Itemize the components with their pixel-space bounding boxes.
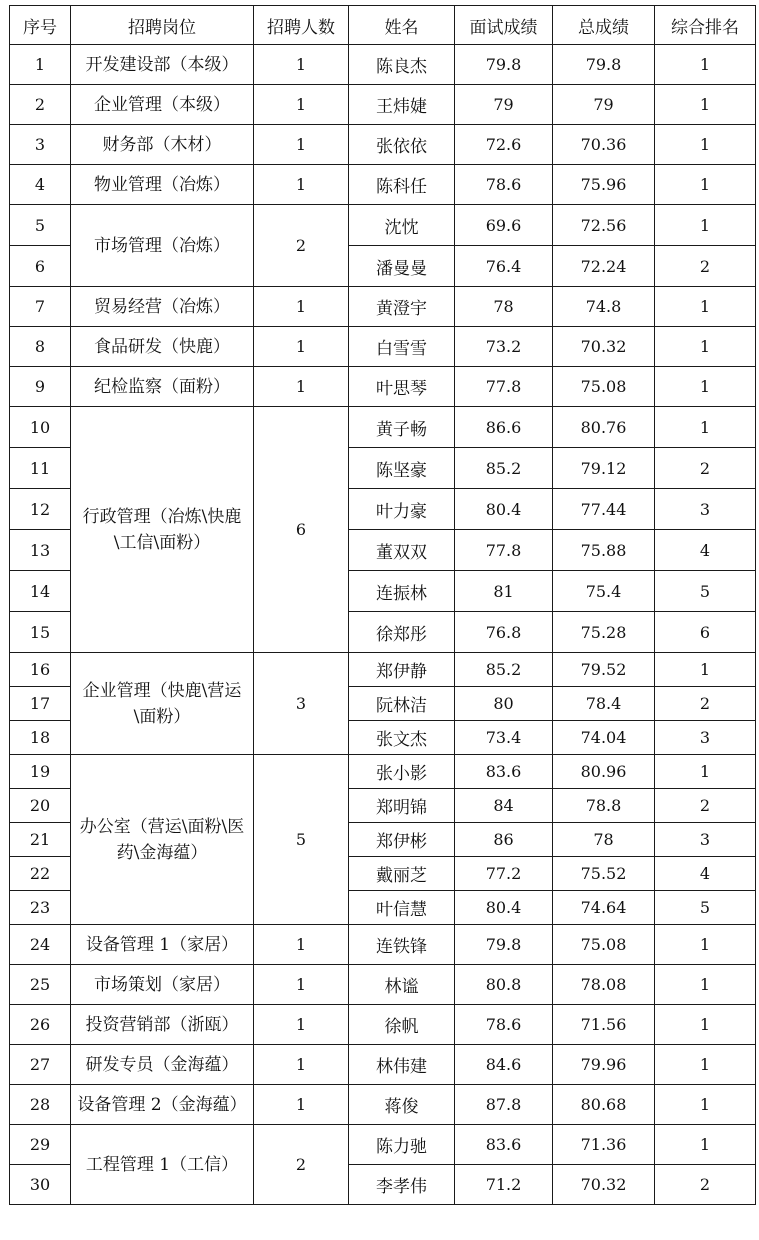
row-total: 80.76 xyxy=(553,407,655,448)
row-total: 78.08 xyxy=(553,965,655,1005)
row-no: 20 xyxy=(10,789,71,823)
row-name: 郑明锦 xyxy=(349,789,455,823)
row-interview: 86 xyxy=(455,823,553,857)
row-total: 78.4 xyxy=(553,687,655,721)
row-no: 5 xyxy=(10,205,71,246)
row-total: 72.56 xyxy=(553,205,655,246)
row-name: 叶思琴 xyxy=(349,367,455,407)
row-total: 79.8 xyxy=(553,45,655,85)
row-name: 林谧 xyxy=(349,965,455,1005)
row-total: 75.52 xyxy=(553,857,655,891)
row-rank: 4 xyxy=(655,857,756,891)
row-count: 1 xyxy=(254,287,349,327)
row-interview: 78.6 xyxy=(455,165,553,205)
row-interview: 76.4 xyxy=(455,246,553,287)
row-position: 市场策划（家居） xyxy=(71,965,254,1005)
row-no: 1 xyxy=(10,45,71,85)
row-count: 5 xyxy=(254,755,349,925)
row-rank: 1 xyxy=(655,1045,756,1085)
row-name: 连振林 xyxy=(349,571,455,612)
row-no: 6 xyxy=(10,246,71,287)
row-position: 企业管理（本级） xyxy=(71,85,254,125)
table-row xyxy=(10,45,756,85)
row-total: 78.8 xyxy=(553,789,655,823)
row-interview: 76.8 xyxy=(455,612,553,653)
row-interview: 77.8 xyxy=(455,530,553,571)
table-row xyxy=(10,755,756,789)
row-interview: 87.8 xyxy=(455,1085,553,1125)
row-rank: 1 xyxy=(655,165,756,205)
row-no: 4 xyxy=(10,165,71,205)
row-no: 18 xyxy=(10,721,71,755)
row-total: 77.44 xyxy=(553,489,655,530)
row-position: 办公室（营运\面粉\医药\金海蕴） xyxy=(71,755,254,925)
row-rank: 6 xyxy=(655,612,756,653)
row-interview: 79.8 xyxy=(455,45,553,85)
row-name: 张小影 xyxy=(349,755,455,789)
row-no: 12 xyxy=(10,489,71,530)
row-total: 70.32 xyxy=(553,327,655,367)
header-count: 招聘人数 xyxy=(254,6,349,45)
row-name: 陈良杰 xyxy=(349,45,455,85)
row-name: 沈忱 xyxy=(349,205,455,246)
row-interview: 81 xyxy=(455,571,553,612)
row-count: 1 xyxy=(254,367,349,407)
row-rank: 1 xyxy=(655,965,756,1005)
row-count: 1 xyxy=(254,925,349,965)
row-name: 叶力豪 xyxy=(349,489,455,530)
table-row xyxy=(10,205,756,246)
table-row xyxy=(10,1005,756,1045)
row-total: 80.68 xyxy=(553,1085,655,1125)
row-count: 1 xyxy=(254,45,349,85)
row-rank: 2 xyxy=(655,1165,756,1205)
row-total: 74.8 xyxy=(553,287,655,327)
results-table xyxy=(9,5,756,1205)
row-name: 郑伊静 xyxy=(349,653,455,687)
row-no: 25 xyxy=(10,965,71,1005)
row-interview: 73.2 xyxy=(455,327,553,367)
row-count: 1 xyxy=(254,125,349,165)
row-rank: 1 xyxy=(655,755,756,789)
row-count: 1 xyxy=(254,965,349,1005)
row-name: 张文杰 xyxy=(349,721,455,755)
row-no: 19 xyxy=(10,755,71,789)
row-position: 工程管理 1（工信） xyxy=(71,1125,254,1205)
row-rank: 1 xyxy=(655,205,756,246)
row-position: 研发专员（金海蕴） xyxy=(71,1045,254,1085)
row-interview: 85.2 xyxy=(455,448,553,489)
table-row xyxy=(10,367,756,407)
row-position: 投资营销部（浙瓯） xyxy=(71,1005,254,1045)
header-no: 序号 xyxy=(10,6,71,45)
row-count: 3 xyxy=(254,653,349,755)
row-name: 连铁锋 xyxy=(349,925,455,965)
row-no: 24 xyxy=(10,925,71,965)
header-row xyxy=(10,6,756,45)
row-no: 17 xyxy=(10,687,71,721)
row-rank: 1 xyxy=(655,1125,756,1165)
row-no: 9 xyxy=(10,367,71,407)
row-rank: 5 xyxy=(655,891,756,925)
header-interview: 面试成绩 xyxy=(455,6,553,45)
row-total: 79.12 xyxy=(553,448,655,489)
row-name: 阮林洁 xyxy=(349,687,455,721)
row-interview: 72.6 xyxy=(455,125,553,165)
row-no: 11 xyxy=(10,448,71,489)
row-no: 26 xyxy=(10,1005,71,1045)
row-total: 79 xyxy=(553,85,655,125)
row-total: 79.96 xyxy=(553,1045,655,1085)
row-no: 13 xyxy=(10,530,71,571)
row-interview: 80 xyxy=(455,687,553,721)
row-total: 75.88 xyxy=(553,530,655,571)
row-interview: 80.4 xyxy=(455,891,553,925)
table-row xyxy=(10,1125,756,1165)
row-rank: 1 xyxy=(655,1005,756,1045)
row-position: 物业管理（冶炼） xyxy=(71,165,254,205)
row-no: 22 xyxy=(10,857,71,891)
row-position: 纪检监察（面粉） xyxy=(71,367,254,407)
row-count: 1 xyxy=(254,85,349,125)
row-rank: 1 xyxy=(655,925,756,965)
row-interview: 84.6 xyxy=(455,1045,553,1085)
row-interview: 78.6 xyxy=(455,1005,553,1045)
row-rank: 3 xyxy=(655,489,756,530)
row-total: 71.36 xyxy=(553,1125,655,1165)
row-name: 黄子畅 xyxy=(349,407,455,448)
row-name: 蒋俊 xyxy=(349,1085,455,1125)
row-no: 15 xyxy=(10,612,71,653)
row-count: 1 xyxy=(254,1045,349,1085)
row-count: 6 xyxy=(254,407,349,653)
row-interview: 85.2 xyxy=(455,653,553,687)
row-interview: 80.8 xyxy=(455,965,553,1005)
row-name: 潘曼曼 xyxy=(349,246,455,287)
row-name: 陈力驰 xyxy=(349,1125,455,1165)
row-no: 3 xyxy=(10,125,71,165)
row-name: 董双双 xyxy=(349,530,455,571)
table-row xyxy=(10,1045,756,1085)
row-position: 企业管理（快鹿\营运\面粉） xyxy=(71,653,254,755)
header-name: 姓名 xyxy=(349,6,455,45)
row-no: 21 xyxy=(10,823,71,857)
row-total: 75.28 xyxy=(553,612,655,653)
row-name: 徐郑彤 xyxy=(349,612,455,653)
row-name: 林伟建 xyxy=(349,1045,455,1085)
row-total: 70.32 xyxy=(553,1165,655,1205)
row-rank: 5 xyxy=(655,571,756,612)
row-position: 设备管理 2（金海蕴） xyxy=(71,1085,254,1125)
row-rank: 1 xyxy=(655,125,756,165)
row-rank: 1 xyxy=(655,1085,756,1125)
row-rank: 1 xyxy=(655,85,756,125)
table-row xyxy=(10,165,756,205)
row-rank: 4 xyxy=(655,530,756,571)
row-interview: 69.6 xyxy=(455,205,553,246)
row-no: 27 xyxy=(10,1045,71,1085)
row-interview: 79 xyxy=(455,85,553,125)
row-total: 78 xyxy=(553,823,655,857)
row-interview: 83.6 xyxy=(455,755,553,789)
row-interview: 79.8 xyxy=(455,925,553,965)
header-total: 总成绩 xyxy=(553,6,655,45)
row-interview: 73.4 xyxy=(455,721,553,755)
row-count: 2 xyxy=(254,1125,349,1205)
header-position: 招聘岗位 xyxy=(71,6,254,45)
row-no: 7 xyxy=(10,287,71,327)
table-row xyxy=(10,85,756,125)
row-rank: 3 xyxy=(655,721,756,755)
row-name: 李孝伟 xyxy=(349,1165,455,1205)
table-row xyxy=(10,965,756,1005)
header-rank: 综合排名 xyxy=(655,6,756,45)
row-total: 74.64 xyxy=(553,891,655,925)
row-name: 叶信慧 xyxy=(349,891,455,925)
row-rank: 2 xyxy=(655,789,756,823)
row-position: 开发建设部（本级） xyxy=(71,45,254,85)
row-position: 贸易经营（冶炼） xyxy=(71,287,254,327)
row-no: 16 xyxy=(10,653,71,687)
row-position: 设备管理 1（家居） xyxy=(71,925,254,965)
row-interview: 83.6 xyxy=(455,1125,553,1165)
table-row xyxy=(10,653,756,687)
row-position: 行政管理（冶炼\快鹿\工信\面粉） xyxy=(71,407,254,653)
row-interview: 78 xyxy=(455,287,553,327)
row-total: 75.4 xyxy=(553,571,655,612)
row-rank: 1 xyxy=(655,327,756,367)
row-count: 1 xyxy=(254,1085,349,1125)
row-rank: 1 xyxy=(655,287,756,327)
row-total: 75.08 xyxy=(553,925,655,965)
row-no: 8 xyxy=(10,327,71,367)
row-rank: 1 xyxy=(655,407,756,448)
row-count: 1 xyxy=(254,165,349,205)
row-name: 白雪雪 xyxy=(349,327,455,367)
row-name: 陈坚豪 xyxy=(349,448,455,489)
row-no: 28 xyxy=(10,1085,71,1125)
row-count: 1 xyxy=(254,327,349,367)
row-interview: 77.8 xyxy=(455,367,553,407)
row-rank: 2 xyxy=(655,448,756,489)
row-name: 黄澄宇 xyxy=(349,287,455,327)
row-interview: 86.6 xyxy=(455,407,553,448)
table-row xyxy=(10,287,756,327)
table-row xyxy=(10,327,756,367)
table-row xyxy=(10,1085,756,1125)
row-count: 2 xyxy=(254,205,349,287)
row-name: 郑伊彬 xyxy=(349,823,455,857)
row-total: 72.24 xyxy=(553,246,655,287)
row-no: 2 xyxy=(10,85,71,125)
row-name: 戴丽芝 xyxy=(349,857,455,891)
row-no: 30 xyxy=(10,1165,71,1205)
table-row xyxy=(10,407,756,448)
row-interview: 80.4 xyxy=(455,489,553,530)
row-total: 70.36 xyxy=(553,125,655,165)
table-row xyxy=(10,125,756,165)
row-rank: 2 xyxy=(655,246,756,287)
row-total: 74.04 xyxy=(553,721,655,755)
row-interview: 84 xyxy=(455,789,553,823)
row-name: 张依依 xyxy=(349,125,455,165)
row-no: 29 xyxy=(10,1125,71,1165)
row-interview: 71.2 xyxy=(455,1165,553,1205)
row-rank: 3 xyxy=(655,823,756,857)
row-rank: 2 xyxy=(655,687,756,721)
row-total: 80.96 xyxy=(553,755,655,789)
row-total: 79.52 xyxy=(553,653,655,687)
row-position: 市场管理（冶炼） xyxy=(71,205,254,287)
row-total: 75.08 xyxy=(553,367,655,407)
row-position: 财务部（木材） xyxy=(71,125,254,165)
row-name: 陈科任 xyxy=(349,165,455,205)
table-row xyxy=(10,925,756,965)
row-total: 75.96 xyxy=(553,165,655,205)
row-rank: 1 xyxy=(655,653,756,687)
row-name: 王炜婕 xyxy=(349,85,455,125)
row-no: 10 xyxy=(10,407,71,448)
row-rank: 1 xyxy=(655,45,756,85)
row-no: 23 xyxy=(10,891,71,925)
row-name: 徐帆 xyxy=(349,1005,455,1045)
row-no: 14 xyxy=(10,571,71,612)
row-total: 71.56 xyxy=(553,1005,655,1045)
row-count: 1 xyxy=(254,1005,349,1045)
row-position: 食品研发（快鹿） xyxy=(71,327,254,367)
row-rank: 1 xyxy=(655,367,756,407)
row-interview: 77.2 xyxy=(455,857,553,891)
